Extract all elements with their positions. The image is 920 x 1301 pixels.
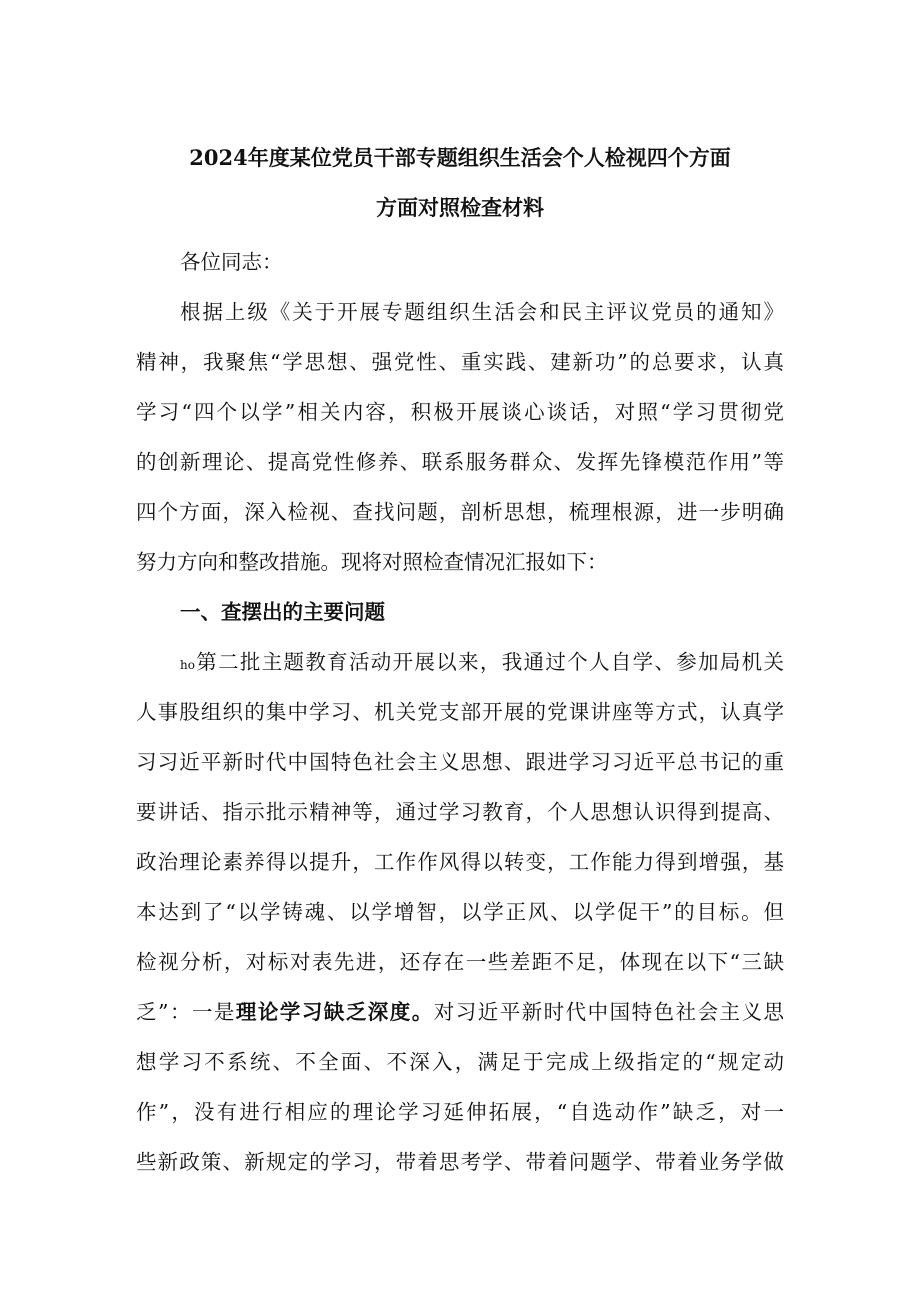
body-line: 要讲话、指示批示精神等，通过学习教育，个人思想认识得到提高、 <box>136 800 784 824</box>
body-line: 作”，没有进行相应的理论学习延伸拓展，“自选动作”缺乏，对一 <box>136 1100 784 1124</box>
section-heading: 一、查摆出的主要问题 <box>180 600 385 624</box>
body-line: 习习近平新时代中国特色社会主义思想、跟进学习习近平总书记的重 <box>136 750 784 774</box>
intro-line: 精神，我聚焦“学思想、强党性、重实践、建新功”的总要求，认真 <box>136 350 784 374</box>
bold-phrase: 理论学习缺乏深度。 <box>235 1000 434 1024</box>
body-line: 政治理论素养得以提升，工作作风得以转变，工作能力得到增强，基 <box>136 850 784 874</box>
body-line: 想学习不系统、不全面、不深入，满足于完成上级指定的“规定动 <box>136 1050 784 1074</box>
bold-line-before: 乏”：一是 <box>136 1000 236 1024</box>
bold-line-after: 对习近平新时代中国特色社会主义思 <box>433 1000 785 1024</box>
document-title-line2: 方面对照检查材料 <box>376 195 544 220</box>
intro-line: 努力方向和整改措施。现将对照检查情况汇报如下： <box>136 550 608 574</box>
intro-line: 的创新理论、提高党性修养、联系服务群众、发挥先锋模范作用”等 <box>136 450 784 474</box>
body-line <box>180 647 784 680</box>
intro-line: 四个方面，深入检视、查找问题，剖析思想，梳理根源，进一步明确 <box>136 500 784 524</box>
body-first-line-text: 第二批主题教育活动开展以来，我通过个人自学、参加局机关 <box>194 650 784 674</box>
body-line: 人事股组织的集中学习、机关党支部开展的党课讲座等方式，认真学 <box>136 700 784 724</box>
body-line-with-bold <box>136 997 784 1027</box>
body-mark: ho <box>180 658 195 672</box>
body-line: 些新政策、新规定的学习，带着思考学、带着问题学、带着业务学做 <box>136 1150 784 1174</box>
document-title-line1: 2024年度某位党员干部专题组织生活会个人检视四个方面 <box>189 145 731 170</box>
salutation: 各位同志： <box>180 250 283 274</box>
intro-line: 根据上级《关于开展专题组织生活会和民主评议党员的通知》 <box>180 300 784 324</box>
intro-line: 学习“四个以学”相关内容，积极开展谈心谈话，对照“学习贯彻党 <box>136 400 784 424</box>
body-line: 本达到了“以学铸魂、以学增智，以学正风、以学促干”的目标。但 <box>136 900 784 924</box>
body-line: 检视分析，对标对表先进，还存在一些差距不足，体现在以下“三缺 <box>136 950 784 974</box>
